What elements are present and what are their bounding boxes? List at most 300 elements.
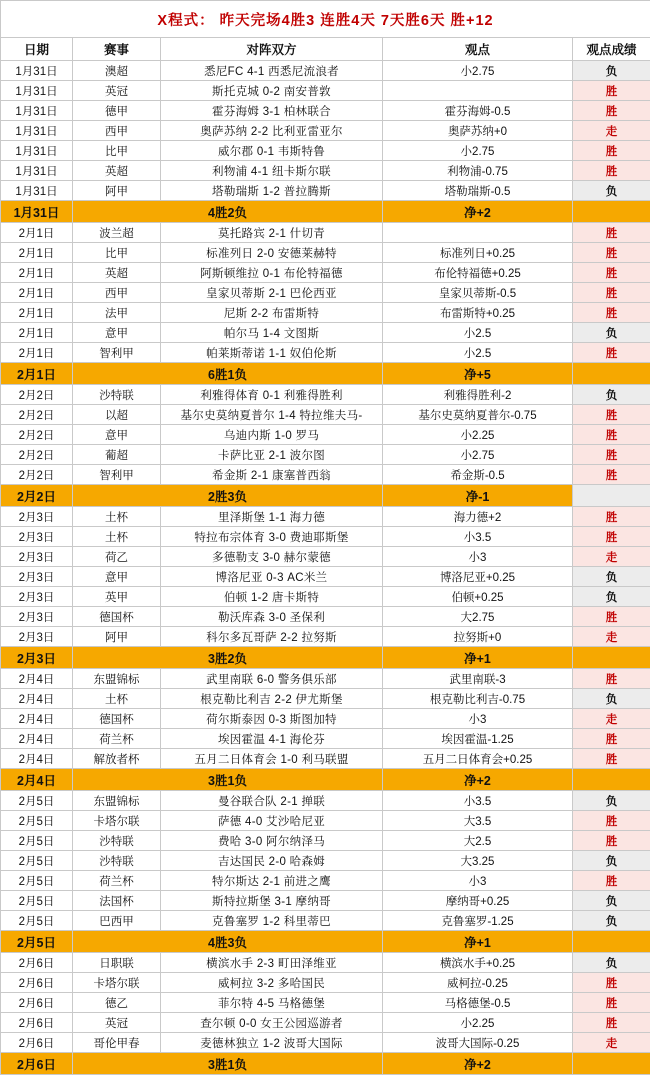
table-row [1,547,650,567]
cell-match: 五月二日体育会 1-0 利马联盟 [161,749,383,769]
cell-view: 布雷斯特+0.25 [383,303,573,323]
table-row [1,567,650,587]
cell-league: 英甲 [73,587,161,607]
cell-match: 斯托克城 0-2 南安普敦 [161,81,383,101]
summary-date: 2月6日 [1,1053,73,1075]
cell-date: 2月1日 [1,283,73,303]
cell-date: 2月4日 [1,709,73,729]
cell-view: 小2.75 [383,445,573,465]
cell-view [383,81,573,101]
table-row [1,749,650,769]
cell-date: 2月2日 [1,405,73,425]
cell-date: 2月5日 [1,831,73,851]
cell-date: 1月31日 [1,61,73,81]
cell-date: 2月6日 [1,1033,73,1053]
cell-view: 海力德+2 [383,507,573,527]
cell-match: 基尔史莫纳夏普尔 1-4 特拉维夫马- [161,405,383,425]
header-view: 观点 [383,38,573,61]
table-row [1,851,650,871]
cell-date: 2月2日 [1,385,73,405]
cell-date: 2月5日 [1,891,73,911]
cell-date: 2月4日 [1,689,73,709]
cell-date: 2月3日 [1,607,73,627]
cell-league: 波兰超 [73,223,161,243]
cell-view: 武里南联-3 [383,669,573,689]
cell-league: 比甲 [73,243,161,263]
cell-view: 小3 [383,871,573,891]
cell-date: 2月4日 [1,729,73,749]
table-row [1,81,650,101]
cell-view: 布伦特福德+0.25 [383,263,573,283]
summary-record: 4胜3负 [73,931,383,953]
table-row [1,181,650,201]
cell-view: 大2.5 [383,831,573,851]
table-row [1,891,650,911]
cell-league: 德国杯 [73,607,161,627]
cell-view: 大3.25 [383,851,573,871]
cell-league: 德国杯 [73,709,161,729]
cell-league: 意甲 [73,425,161,445]
cell-league: 英冠 [73,81,161,101]
summary-trailing [573,1053,650,1075]
cell-match: 埃因霍温 4-1 海伦芬 [161,729,383,749]
cell-date: 2月5日 [1,871,73,891]
summary-row [1,647,650,669]
cell-match: 多德勒支 3-0 赫尔蒙德 [161,547,383,567]
table-row [1,587,650,607]
cell-league: 解放者杯 [73,749,161,769]
cell-match: 霍芬海姆 3-1 柏林联合 [161,101,383,121]
table-row [1,607,650,627]
table-row [1,1033,650,1053]
cell-view: 小2.25 [383,425,573,445]
cell-match: 尼斯 2-2 布雷斯特 [161,303,383,323]
cell-match: 利雅得体育 0-1 利雅得胜利 [161,385,383,405]
table-row [1,343,650,363]
cell-date: 2月1日 [1,343,73,363]
cell-league: 日职联 [73,953,161,973]
cell-result: 胜 [573,811,650,831]
header-result: 观点成绩 [573,38,650,61]
page-title: X程式： 昨天完场4胜3 连胜4天 7天胜6天 胜+12 [1,1,650,38]
cell-result: 负 [573,851,650,871]
cell-match: 标准列日 2-0 安德莱赫特 [161,243,383,263]
cell-league: 法国杯 [73,891,161,911]
summary-record: 3胜1负 [73,1053,383,1075]
cell-result: 胜 [573,729,650,749]
cell-view: 博洛尼亚+0.25 [383,567,573,587]
cell-result: 胜 [573,405,650,425]
cell-result: 胜 [573,263,650,283]
summary-trailing [573,931,650,953]
cell-match: 曼谷联合队 2-1 掸联 [161,791,383,811]
cell-league: 英超 [73,263,161,283]
cell-view: 基尔史莫纳夏普尔-0.75 [383,405,573,425]
table-header-row [1,38,650,61]
cell-result: 胜 [573,141,650,161]
cell-league: 德甲 [73,101,161,121]
cell-date: 2月4日 [1,669,73,689]
cell-view: 标准列日+0.25 [383,243,573,263]
cell-match: 皇家贝蒂斯 2-1 巴伦西亚 [161,283,383,303]
cell-match: 横滨水手 2-3 町田泽维亚 [161,953,383,973]
cell-match: 斯特拉斯堡 3-1 摩纳哥 [161,891,383,911]
cell-league: 土杯 [73,527,161,547]
table-row [1,791,650,811]
table-row [1,973,650,993]
cell-date: 1月31日 [1,121,73,141]
cell-league: 东盟锦标 [73,669,161,689]
summary-record: 3胜2负 [73,647,383,669]
cell-view: 大2.75 [383,607,573,627]
cell-league: 沙特联 [73,831,161,851]
cell-result: 负 [573,181,650,201]
cell-view: 波哥大国际-0.25 [383,1033,573,1053]
cell-result: 负 [573,567,650,587]
cell-league: 以超 [73,405,161,425]
cell-date: 2月5日 [1,851,73,871]
cell-view: 埃因霍温-1.25 [383,729,573,749]
cell-league: 阿甲 [73,181,161,201]
table-row [1,445,650,465]
cell-league: 葡超 [73,445,161,465]
cell-view: 利雅得胜利-2 [383,385,573,405]
cell-result: 胜 [573,161,650,181]
table-row [1,465,650,485]
table-row [1,223,650,243]
cell-view: 希金斯-0.5 [383,465,573,485]
cell-result: 胜 [573,527,650,547]
cell-view: 小2.25 [383,1013,573,1033]
cell-result: 胜 [573,669,650,689]
table-row [1,527,650,547]
cell-league: 意甲 [73,567,161,587]
summary-date: 2月4日 [1,769,73,791]
cell-match: 莫托路宾 2-1 什切青 [161,223,383,243]
cell-result: 胜 [573,101,650,121]
summary-row [1,201,650,223]
table-row [1,385,650,405]
header-date: 日期 [1,38,73,61]
cell-view: 塔勒瑞斯-0.5 [383,181,573,201]
cell-date: 2月2日 [1,425,73,445]
cell-result: 负 [573,587,650,607]
cell-league: 土杯 [73,507,161,527]
table-row [1,303,650,323]
cell-result: 胜 [573,465,650,485]
cell-match: 吉达国民 2-0 哈森姆 [161,851,383,871]
table-row [1,405,650,425]
cell-match: 克鲁塞罗 1-2 科里蒂巴 [161,911,383,931]
cell-result: 走 [573,547,650,567]
table-row [1,283,650,303]
table-row [1,689,650,709]
cell-match: 荷尔斯泰因 0-3 斯图加特 [161,709,383,729]
cell-result: 胜 [573,283,650,303]
summary-date: 2月5日 [1,931,73,953]
cell-match: 帕莱斯蒂诺 1-1 奴伯伦斯 [161,343,383,363]
cell-date: 2月3日 [1,627,73,647]
cell-result: 负 [573,791,650,811]
cell-result: 负 [573,953,650,973]
summary-net: 净+2 [383,1053,573,1075]
cell-date: 1月31日 [1,161,73,181]
cell-match: 悉尼FC 4-1 西悉尼流浪者 [161,61,383,81]
table-row [1,507,650,527]
cell-view: 皇家贝蒂斯-0.5 [383,283,573,303]
cell-match: 武里南联 6-0 警务俱乐部 [161,669,383,689]
cell-date: 2月1日 [1,223,73,243]
cell-result: 负 [573,61,650,81]
cell-league: 荷乙 [73,547,161,567]
cell-result: 走 [573,627,650,647]
cell-match: 塔勒瑞斯 1-2 普拉腾斯 [161,181,383,201]
cell-league: 哥伦甲春 [73,1033,161,1053]
table-row [1,243,650,263]
cell-result: 负 [573,385,650,405]
table-row [1,263,650,283]
cell-view: 五月二日体育会+0.25 [383,749,573,769]
cell-date: 2月5日 [1,791,73,811]
cell-league: 意甲 [73,323,161,343]
cell-league: 东盟锦标 [73,791,161,811]
cell-date: 2月6日 [1,953,73,973]
summary-net: 净+2 [383,769,573,791]
summary-date: 1月31日 [1,201,73,223]
page-title-row [1,1,650,38]
cell-view: 小2.5 [383,323,573,343]
cell-view [383,223,573,243]
summary-trailing [573,201,650,223]
cell-result: 负 [573,891,650,911]
cell-match: 萨德 4-0 艾沙哈尼亚 [161,811,383,831]
summary-date: 2月3日 [1,647,73,669]
summary-row [1,931,650,953]
cell-result: 胜 [573,831,650,851]
cell-view: 拉努斯+0 [383,627,573,647]
cell-league: 阿甲 [73,627,161,647]
cell-date: 2月4日 [1,749,73,769]
cell-result: 胜 [573,445,650,465]
cell-result: 胜 [573,871,650,891]
cell-view: 小3.5 [383,791,573,811]
cell-league: 荷兰杯 [73,871,161,891]
table-row [1,101,650,121]
cell-league: 英超 [73,161,161,181]
cell-date: 2月5日 [1,811,73,831]
cell-league: 德乙 [73,993,161,1013]
cell-date: 2月1日 [1,243,73,263]
cell-match: 威柯拉 3-2 多哈国民 [161,973,383,993]
cell-league: 澳超 [73,61,161,81]
cell-view: 根克勒比利吉-0.75 [383,689,573,709]
cell-match: 奥萨苏纳 2-2 比利亚雷亚尔 [161,121,383,141]
cell-league: 巴西甲 [73,911,161,931]
summary-net: 净-1 [383,485,573,507]
cell-result: 胜 [573,973,650,993]
table-row [1,121,650,141]
cell-result: 负 [573,911,650,931]
cell-match: 特尔斯达 2-1 前进之鹰 [161,871,383,891]
cell-result: 走 [573,121,650,141]
cell-view: 霍芬海姆-0.5 [383,101,573,121]
cell-league: 沙特联 [73,385,161,405]
cell-result: 胜 [573,993,650,1013]
table-row [1,709,650,729]
summary-net: 净+1 [383,931,573,953]
summary-trailing [573,485,650,507]
cell-result: 走 [573,1033,650,1053]
summary-date: 2月2日 [1,485,73,507]
cell-result: 胜 [573,1013,650,1033]
cell-view: 克鲁塞罗-1.25 [383,911,573,931]
cell-league: 智利甲 [73,343,161,363]
summary-trailing [573,769,650,791]
cell-view: 马格德堡-0.5 [383,993,573,1013]
table-row [1,993,650,1013]
cell-match: 伯顿 1-2 唐卡斯特 [161,587,383,607]
cell-match: 根克勒比利吉 2-2 伊尤斯堡 [161,689,383,709]
summary-net: 净+1 [383,647,573,669]
cell-date: 1月31日 [1,101,73,121]
cell-view: 小3 [383,547,573,567]
summary-record: 2胜3负 [73,485,383,507]
table-row [1,161,650,181]
summary-row [1,1053,650,1075]
cell-match: 里泽斯堡 1-1 海力德 [161,507,383,527]
cell-date: 2月3日 [1,587,73,607]
cell-view: 奥萨苏纳+0 [383,121,573,141]
cell-date: 2月3日 [1,567,73,587]
cell-result: 胜 [573,607,650,627]
cell-match: 阿斯顿维拉 0-1 布伦特福德 [161,263,383,283]
cell-match: 乌迪内斯 1-0 罗马 [161,425,383,445]
cell-result: 胜 [573,343,650,363]
cell-match: 特拉布宗体育 3-0 费迪耶斯堡 [161,527,383,547]
cell-view: 利物浦-0.75 [383,161,573,181]
cell-date: 2月3日 [1,527,73,547]
cell-date: 1月31日 [1,141,73,161]
cell-match: 利物浦 4-1 纽卡斯尔联 [161,161,383,181]
table-row [1,1013,650,1033]
table-row [1,831,650,851]
summary-record: 4胜2负 [73,201,383,223]
table-row [1,425,650,445]
table-row [1,953,650,973]
cell-view: 小3.5 [383,527,573,547]
cell-view: 小2.75 [383,141,573,161]
cell-result: 负 [573,689,650,709]
cell-match: 费哈 3-0 阿尔纳泽马 [161,831,383,851]
cell-view: 小2.5 [383,343,573,363]
cell-match: 博洛尼亚 0-3 AC米兰 [161,567,383,587]
summary-net: 净+2 [383,201,573,223]
table-row [1,911,650,931]
table-row [1,669,650,689]
cell-match: 麦德林独立 1-2 波哥大国际 [161,1033,383,1053]
cell-date: 2月6日 [1,973,73,993]
cell-date: 1月31日 [1,81,73,101]
cell-date: 2月6日 [1,993,73,1013]
cell-view: 威柯拉-0.25 [383,973,573,993]
cell-result: 胜 [573,243,650,263]
cell-match: 勒沃库森 3-0 圣保利 [161,607,383,627]
summary-row [1,485,650,507]
table-row [1,811,650,831]
header-match: 对阵双方 [161,38,383,61]
summary-date: 2月1日 [1,363,73,385]
cell-league: 卡塔尔联 [73,811,161,831]
cell-match: 希金斯 2-1 康塞普西翁 [161,465,383,485]
summary-record: 6胜1负 [73,363,383,385]
cell-result: 胜 [573,223,650,243]
cell-view: 小3 [383,709,573,729]
header-league: 赛事 [73,38,161,61]
cell-match: 科尔多瓦哥萨 2-2 拉努斯 [161,627,383,647]
cell-date: 2月1日 [1,303,73,323]
table-row [1,627,650,647]
cell-result: 胜 [573,303,650,323]
cell-match: 帕尔马 1-4 文图斯 [161,323,383,343]
cell-date: 2月3日 [1,507,73,527]
cell-match: 卡萨比亚 2-1 波尔图 [161,445,383,465]
table-row [1,729,650,749]
cell-view: 摩纳哥+0.25 [383,891,573,911]
cell-view: 横滨水手+0.25 [383,953,573,973]
cell-league: 西甲 [73,121,161,141]
cell-date: 2月3日 [1,547,73,567]
table-row [1,61,650,81]
cell-league: 卡塔尔联 [73,973,161,993]
cell-date: 2月1日 [1,323,73,343]
cell-result: 胜 [573,749,650,769]
cell-match: 威尔郡 0-1 韦斯特鲁 [161,141,383,161]
cell-league: 智利甲 [73,465,161,485]
cell-match: 查尔顿 0-0 女王公园巡游者 [161,1013,383,1033]
summary-record: 3胜1负 [73,769,383,791]
cell-match: 菲尔特 4-5 马格德堡 [161,993,383,1013]
cell-date: 2月2日 [1,465,73,485]
cell-league: 西甲 [73,283,161,303]
cell-view: 伯顿+0.25 [383,587,573,607]
cell-league: 荷兰杯 [73,729,161,749]
cell-view: 小2.75 [383,61,573,81]
table-row [1,141,650,161]
summary-trailing [573,363,650,385]
cell-league: 沙特联 [73,851,161,871]
cell-league: 英冠 [73,1013,161,1033]
cell-date: 2月2日 [1,445,73,465]
cell-result: 胜 [573,507,650,527]
cell-league: 比甲 [73,141,161,161]
cell-view: 大3.5 [383,811,573,831]
cell-date: 2月5日 [1,911,73,931]
summary-net: 净+5 [383,363,573,385]
summary-trailing [573,647,650,669]
cell-result: 负 [573,323,650,343]
cell-result: 胜 [573,81,650,101]
cell-result: 走 [573,709,650,729]
cell-league: 土杯 [73,689,161,709]
cell-result: 胜 [573,425,650,445]
table-row [1,323,650,343]
cell-date: 2月6日 [1,1013,73,1033]
cell-date: 1月31日 [1,181,73,201]
summary-row [1,769,650,791]
table-row [1,871,650,891]
summary-row [1,363,650,385]
cell-date: 2月1日 [1,263,73,283]
